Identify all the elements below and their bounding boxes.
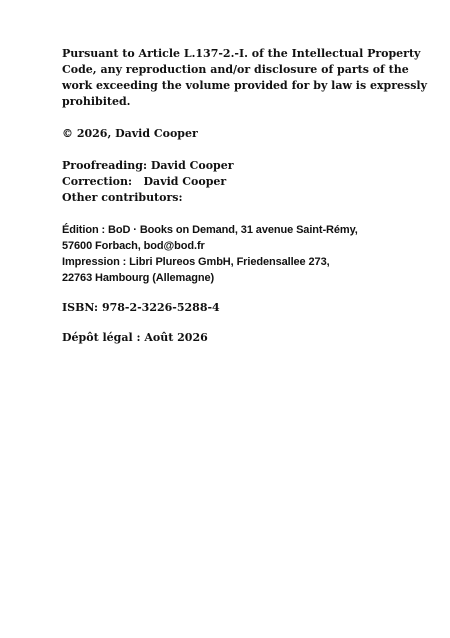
isbn-block [62,300,402,316]
legal-notice-line: work exceeding the volume provided for by law is expressly [62,79,427,92]
publisher-line: 57600 Forbach, bod@bod.fr [62,240,205,252]
credits [62,158,402,206]
legal-deposit: Dépôt légal : Août 2026 [62,331,208,344]
printer-line: Impression : Libri Plureos GmbH, Friedensallee 273, [62,256,330,268]
isbn: ISBN: 978-2-3226-5288-4 [62,301,220,314]
spacer [62,142,402,158]
page-content [62,46,427,346]
copyright-line [62,126,402,142]
legal-deposit-block [62,330,402,346]
publisher-line: Édition : BoD · Books on Demand, 31 avenue Saint-Rémy, [62,224,358,236]
legal-notice-line: Code, any reproduction and/or disclosure of parts of the [62,63,409,76]
correction-credit: Correction: David Cooper [62,175,227,188]
publisher-info [62,222,402,286]
legal-notice [62,46,427,110]
spacer [62,286,402,300]
spacer [62,110,402,126]
legal-notice-line: prohibited. [62,95,131,108]
spacer [62,316,402,330]
copyright-text: © 2026, David Cooper [62,127,198,140]
printer-line: 22763 Hambourg (Allemagne) [62,272,215,284]
legal-notice-line: Pursuant to Article L.137-2.-I. of the Intellectual Property [62,47,421,60]
proofreading-credit: Proofreading: David Cooper [62,159,234,172]
other-contributors-credit: Other contributors: [62,191,183,204]
spacer [62,206,402,222]
